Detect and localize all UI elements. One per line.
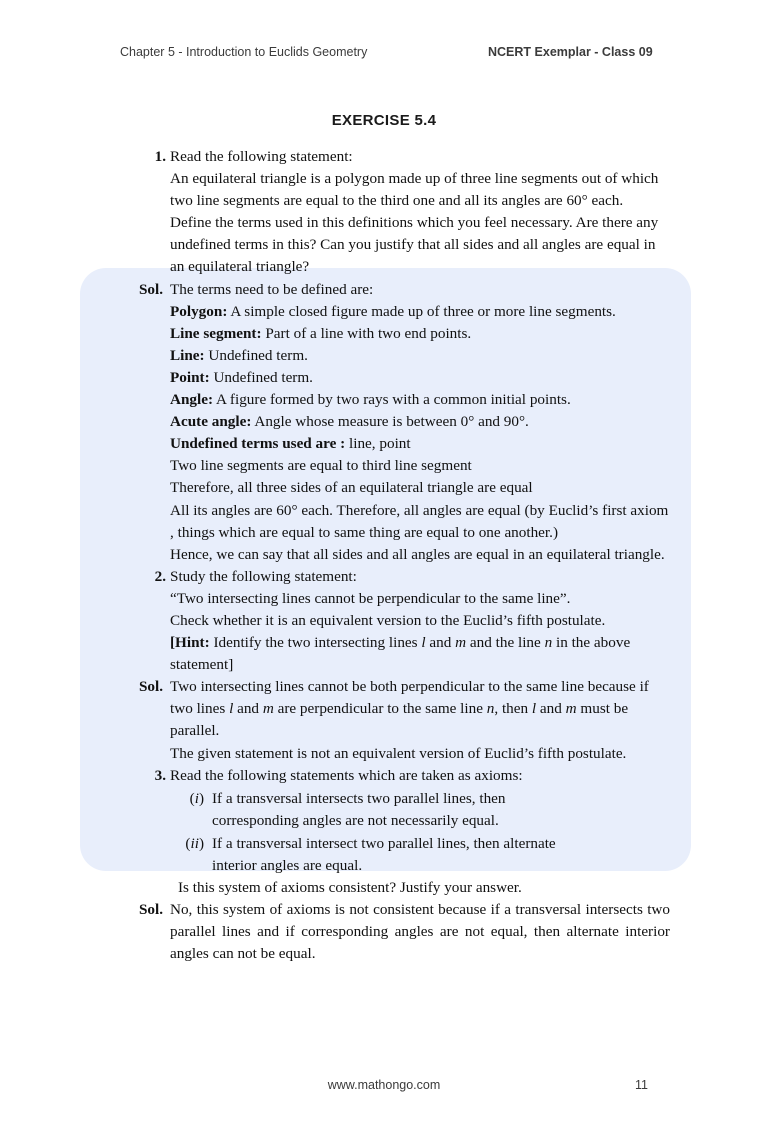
solution-1-line-1: Two line segments are equal to third line segment — [170, 457, 472, 475]
definition-undefined-terms — [170, 433, 670, 455]
solution-2-part-b: and — [237, 700, 260, 718]
definition-point-body: Undefined term. — [213, 368, 313, 386]
definition-undefined-terms-body: line, point — [349, 435, 411, 453]
question-1-line-1: Read the following statement: — [170, 148, 353, 165]
definition-acute-angle-body: Angle whose measure is between 0° and 90°. — [254, 413, 529, 431]
hint-line-n: n — [544, 634, 553, 652]
question-3 — [0, 765, 768, 900]
hint-text-b: and — [429, 634, 452, 652]
question-3-subitem-i-marker: (i) — [189, 789, 204, 807]
header-chapter-title: Chapter 5 - Introduction to Euclids Geometry — [120, 45, 368, 59]
question-3-marker: 3. — [154, 766, 166, 784]
question-3-subitem-ii — [170, 833, 670, 877]
question-2-marker: 2. — [154, 567, 166, 585]
header-book-title: NCERT Exemplar - Class 09 — [488, 45, 653, 59]
solution-2-line-m: m — [262, 700, 274, 718]
definition-line — [170, 345, 670, 367]
definition-line-body: Undefined term. — [208, 346, 308, 364]
definition-line-segment-body: Part of a line with two end points. — [265, 324, 472, 342]
exercise-heading: EXERCISE 5.4 — [331, 112, 437, 129]
solution-3-marker: Sol. — [138, 901, 163, 919]
definition-undefined-terms-term: Undefined terms used are : — [170, 435, 346, 453]
definition-angle — [170, 389, 670, 411]
footer-page-number: 11 — [635, 1078, 648, 1092]
question-1-line-2: An equilateral triangle is a polygon made up of three line segments out of which two line segments are equal to the third one and all its angles are 60° each. — [170, 170, 659, 210]
hint-text-a: Identify the two intersecting lines — [213, 634, 418, 652]
definition-acute-angle-term: Acute angle: — [170, 413, 252, 431]
definition-angle-body: A figure formed by two rays with a common initial points. — [216, 391, 571, 409]
exercise-content — [0, 146, 768, 965]
question-2 — [0, 566, 768, 676]
question-2-line-3: Check whether it is an equivalent version to the Euclid’s fifth postulate. — [170, 611, 606, 629]
definition-polygon-term: Polygon: — [170, 302, 228, 320]
running-header — [0, 45, 768, 65]
solution-2-line-l-2: l — [531, 700, 537, 718]
question-2-hint — [170, 632, 670, 676]
solution-1-line-2: Therefore, all three sides of an equilateral triangle are equal — [170, 479, 533, 497]
roman-i: i — [194, 789, 199, 807]
solution-1 — [0, 279, 768, 566]
solution-2-part-f: must be parallel. — [170, 700, 629, 740]
solution-3-text: No, this system of axioms is not consistent because if a transversal intersects two parallel lines and if corresponding angles are not equal, then alternate interior angles can not be equal. — [170, 901, 670, 963]
roman-ii: ii — [190, 834, 199, 852]
definition-point-term: Point: — [170, 368, 210, 386]
question-1 — [0, 146, 768, 279]
solution-1-line-4: Hence, we can say that all sides and all angles are equal in an equilateral triangle. — [170, 545, 665, 563]
solution-2-part-e: and — [539, 700, 562, 718]
hint-text-c: and the line — [469, 634, 541, 652]
definition-acute-angle — [170, 411, 670, 433]
definition-angle-term: Angle: — [170, 391, 214, 409]
question-2-line-2: “Two intersecting lines cannot be perpendicular to the same line”. — [170, 589, 571, 607]
solution-2-part-a: Two intersecting lines cannot be both perpendicular to the same line because if two lines — [170, 678, 649, 718]
solution-2-line-m-2: m — [565, 700, 577, 718]
solution-2-line-n: n — [486, 700, 495, 718]
definition-point — [170, 367, 670, 389]
question-3-lead: Read the following statements which are taken as axioms: — [170, 766, 523, 784]
solution-2-part-c: are perpendicular to the same line — [277, 700, 483, 718]
solution-2-part-d: , then — [494, 700, 529, 718]
question-3-subitem-ii-text: If a transversal intersect two parallel lines, then alternate interior angles are equal. — [212, 834, 556, 874]
hint-line-m: m — [455, 634, 467, 652]
solution-1-intro: The terms need to be defined are: — [170, 280, 374, 298]
hint-text-d: in the above statement] — [170, 634, 631, 674]
question-1-line-3: Define the terms used in this definitions which you feel necessary. Are there any undefined terms in this? Can you justify that all sides and all angles are equal in an equilateral triangle? — [170, 214, 659, 276]
solution-1-line-3: All its angles are 60° each. Therefore, all angles are equal (by Euclid’s first axiom , things which are equal to same thing are equal to one another.) — [170, 501, 669, 541]
solution-2 — [0, 676, 768, 764]
question-2-line-1: Study the following statement: — [170, 567, 357, 585]
solution-2-marker: Sol. — [138, 678, 163, 696]
definition-line-term: Line: — [170, 346, 205, 364]
definition-polygon — [170, 301, 670, 323]
solution-2-body — [170, 676, 670, 742]
running-footer — [0, 1078, 768, 1098]
question-3-subitem-ii-marker: (ii) — [185, 834, 204, 852]
footer-site-url: www.mathongo.com — [327, 1078, 441, 1092]
hint-line-l: l — [421, 634, 426, 652]
solution-1-marker: Sol. — [138, 280, 163, 298]
question-1-marker: 1. — [154, 148, 166, 165]
definition-line-segment — [170, 323, 670, 345]
question-3-closing: Is this system of axioms consistent? Justify your answer. — [178, 879, 522, 897]
solution-2-line-l: l — [229, 700, 234, 718]
definition-line-segment-term: Line segment: — [170, 324, 262, 342]
solution-2-closing: The given statement is not an equivalent version of Euclid’s fifth postulate. — [170, 744, 627, 762]
hint-label: [Hint: — [170, 634, 210, 652]
question-3-subitem-i-text: If a transversal intersects two parallel lines, then corresponding angles are not necessarily equal. — [212, 789, 506, 829]
question-3-subitem-i — [170, 788, 670, 832]
solution-3 — [0, 899, 768, 965]
definition-polygon-body: A simple closed figure made up of three or more line segments. — [230, 302, 616, 320]
